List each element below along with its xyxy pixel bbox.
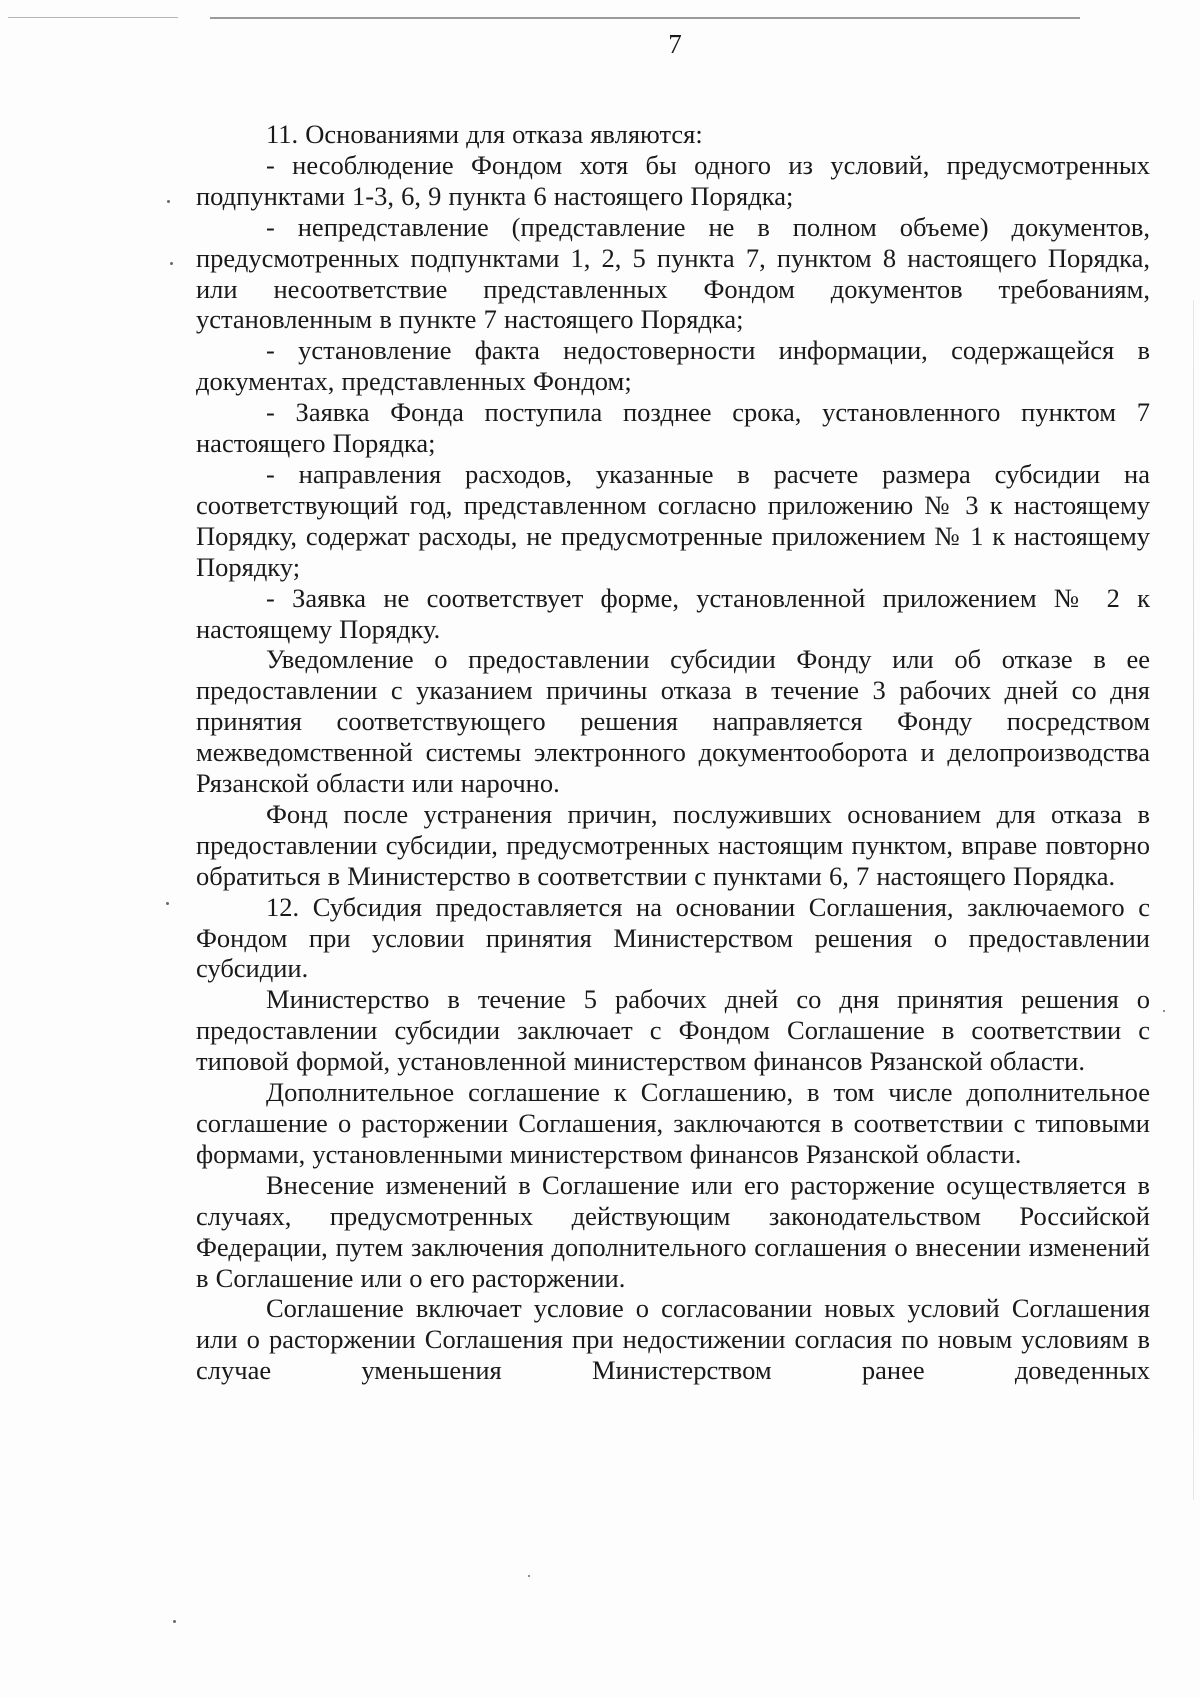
paragraph: Дополнительное соглашение к Соглашению, в том числе дополнительное соглашение о расторжении Соглашения, заключаются в соответствии с типовыми формами, установленными министерством финансов Рязанской области. — [196, 1077, 1150, 1169]
scan-speck — [166, 902, 169, 905]
scan-speck — [167, 200, 170, 203]
paragraph: - Заявка не соответствует форме, установленной приложением № 2 к настоящему Порядку. — [196, 582, 1150, 644]
document-body — [196, 119, 1150, 1386]
paragraph: - направления расходов, указанные в расчете размера субсидии на соответствующий год, представленном согласно приложению № 3 к настоящему Порядку, содержат расходы, не предусмотренные приложением № 1 к настоящему Порядку; — [196, 458, 1150, 582]
paragraph: Внесение изменений в Соглашение или его расторжение осуществляется в случаях, предусмотренных действующим законодательством Российской Федерации, путем заключения дополнительного соглашения о внесении изменений в Соглашение или о его расторжении. — [196, 1169, 1150, 1293]
paragraph: Министерство в течение 5 рабочих дней со дня принятия решения о предоставлении субсидии заключает с Фондом Соглашение в соответствии с типовой формой, установленной министерством финансов Рязанской области. — [196, 984, 1150, 1077]
paragraph: 12. Субсидия предоставляется на основании Соглашения, заключаемого с Фондом при условии принятия Министерством решения о предоставлении субсидии. — [196, 891, 1150, 984]
paragraph: Соглашение включает условие о согласовании новых условий Соглашения или о расторжении Соглашения при недостижении согласия по новым условиям в случае уменьшения Министерством ранее доведенных — [196, 1293, 1150, 1386]
scan-speck — [528, 1575, 530, 1577]
page-number: 7 — [668, 29, 682, 59]
scan-speck — [170, 262, 173, 265]
scan-edge-line — [8, 17, 178, 18]
paragraph: - установление факта недостоверности информации, содержащейся в документах, представленных Фондом; — [196, 335, 1150, 397]
paragraph: Фонд после устранения причин, послуживших основанием для отказа в предоставлении субсидии, предусмотренных настоящим пунктом, вправе повторно обратиться в Министерство в соответствии с пунктами 6, 7 настоящего Порядка. — [196, 798, 1150, 891]
paragraph: 11. Основаниями для отказа являются: — [266, 119, 703, 149]
scan-speck — [1163, 1010, 1165, 1012]
scan-speck — [173, 1620, 176, 1623]
paragraph: Уведомление о предоставлении субсидии Фонду или об отказе в ее предоставлении с указанием причины отказа в течение 3 рабочих дней со дня принятия соответствующего решения направляется Фонду посредством межведомственной системы электронного документооборота и делопроизводства Рязанской области или нарочно. — [196, 644, 1150, 799]
paragraph: - непредставление (представление не в полном объеме) документов, предусмотренных подпунктами 1, 2, 5 пункта 7, пунктом 8 настоящего Порядка, или несоответствие представленных Фондом документов требованиям, установленным в пункте 7 настоящего Порядка; — [196, 211, 1150, 335]
scan-edge-shadow — [1193, 300, 1194, 1500]
paragraph: - несоблюдение Фондом хотя бы одного из условий, предусмотренных подпунктами 1-3, 6, 9 пункта 6 настоящего Порядка; — [196, 149, 1150, 211]
scan-edge-line — [210, 17, 1080, 19]
paragraph: - Заявка Фонда поступила позднее срока, установленного пунктом 7 настоящего Порядка; — [196, 397, 1150, 459]
